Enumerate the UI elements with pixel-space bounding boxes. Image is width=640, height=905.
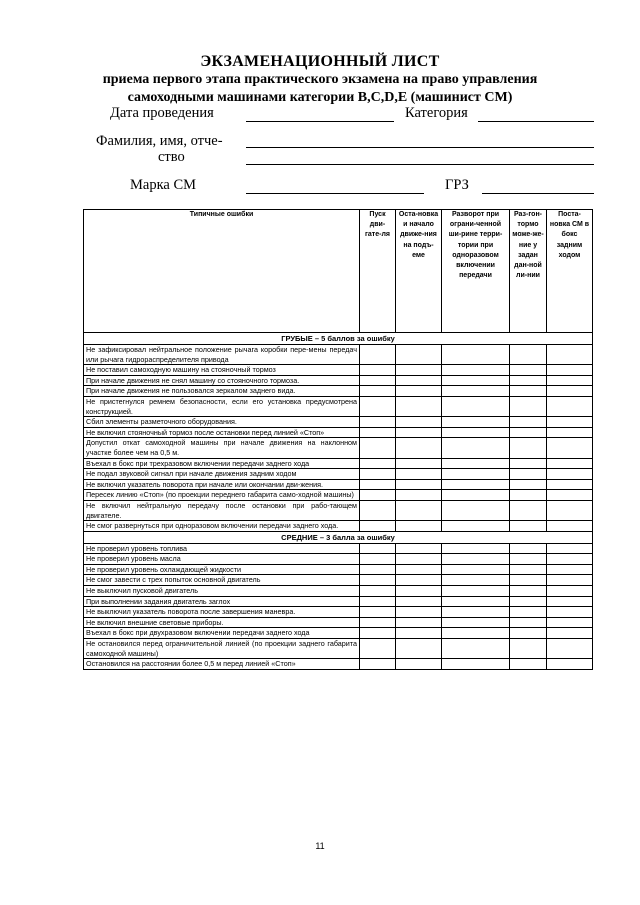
- mark-cell[interactable]: [510, 345, 547, 365]
- name-label-line-1: Фамилия, имя, отче-: [96, 133, 223, 149]
- table-row: [84, 345, 593, 365]
- mark-cell[interactable]: [396, 438, 442, 458]
- mark-cell[interactable]: [360, 617, 396, 628]
- mark-cell[interactable]: [360, 396, 396, 416]
- mark-cell[interactable]: [510, 521, 547, 532]
- mark-cell[interactable]: [360, 427, 396, 438]
- mark-cell[interactable]: [360, 345, 396, 365]
- section-row: [84, 333, 593, 345]
- brand-field-line[interactable]: [246, 193, 424, 194]
- mark-cell[interactable]: [510, 469, 547, 480]
- header-u-turn: Разворот при ограни-ченной ши-рине терри-тории при одноразовом включении передачи: [442, 210, 510, 333]
- mark-cell[interactable]: [510, 586, 547, 597]
- table-row: [84, 596, 593, 607]
- mark-cell[interactable]: [547, 596, 593, 607]
- mark-cell[interactable]: [396, 639, 442, 659]
- mark-cell[interactable]: [442, 639, 510, 659]
- mark-cell[interactable]: [442, 500, 510, 520]
- error-description: Не смог завести с трех попыток основной двигатель: [84, 575, 360, 586]
- mark-cell[interactable]: [510, 564, 547, 575]
- mark-cell[interactable]: [396, 479, 442, 490]
- mark-cell[interactable]: [442, 564, 510, 575]
- mark-cell[interactable]: [510, 500, 547, 520]
- mark-cell[interactable]: [360, 543, 396, 554]
- mark-cell[interactable]: [510, 554, 547, 565]
- table-row: [84, 396, 593, 416]
- mark-cell[interactable]: [360, 521, 396, 532]
- error-description: Не смог развернуться при одноразовом включении передачи заднего хода.: [84, 521, 360, 532]
- category-label: Категория: [405, 105, 468, 121]
- table-row: [84, 427, 593, 438]
- mark-cell[interactable]: [396, 521, 442, 532]
- mark-cell[interactable]: [360, 417, 396, 428]
- mark-cell[interactable]: [442, 490, 510, 501]
- mark-cell[interactable]: [510, 575, 547, 586]
- category-field-line[interactable]: [478, 121, 594, 122]
- mark-cell[interactable]: [360, 386, 396, 397]
- date-label: Дата проведения: [110, 105, 214, 121]
- mark-cell[interactable]: [547, 375, 593, 386]
- errors-table: [83, 209, 593, 670]
- mark-cell[interactable]: [442, 427, 510, 438]
- mark-cell[interactable]: [547, 628, 593, 639]
- section-row: [84, 531, 593, 543]
- error-description: Не проверил уровень топлива: [84, 543, 360, 554]
- mark-cell[interactable]: [396, 427, 442, 438]
- mark-cell[interactable]: [510, 639, 547, 659]
- error-description: Не выключил пусковой двигатель: [84, 586, 360, 597]
- mark-cell[interactable]: [510, 438, 547, 458]
- mark-cell[interactable]: [396, 386, 442, 397]
- error-description: Не остановился перед ограничительной линией (по проекции заднего габарита самоходной машины): [84, 639, 360, 659]
- mark-cell[interactable]: [360, 469, 396, 480]
- mark-cell[interactable]: [547, 427, 593, 438]
- error-description: Не включил стояночный тормоз после остановки перед линией «Стоп»: [84, 427, 360, 438]
- table-row: [84, 521, 593, 532]
- error-description: Пересек линию «Стоп» (по проекции переднего габарита само-ходной машины): [84, 490, 360, 501]
- error-description: Не включил внешние световые приборы.: [84, 617, 360, 628]
- mark-cell[interactable]: [396, 607, 442, 618]
- mark-cell[interactable]: [510, 479, 547, 490]
- table-row: [84, 617, 593, 628]
- error-description: Не включил нейтральную передачу после остановки при рабо-тающем двигателе.: [84, 500, 360, 520]
- mark-cell[interactable]: [360, 564, 396, 575]
- error-description: Въехал в бокс при двухразовом включении передачи заднего хода: [84, 628, 360, 639]
- mark-cell[interactable]: [547, 469, 593, 480]
- mark-cell[interactable]: [547, 521, 593, 532]
- error-description: Не зафиксировал нейтральное положение рычага коробки пере-мены передач или рычага гидрораспределителя привода: [84, 345, 360, 365]
- table-row: [84, 469, 593, 480]
- mark-cell[interactable]: [360, 586, 396, 597]
- header-engine-start: Пуск дви-гате-ля: [360, 210, 396, 333]
- mark-cell[interactable]: [510, 427, 547, 438]
- mark-cell[interactable]: [442, 386, 510, 397]
- mark-cell[interactable]: [442, 554, 510, 565]
- table-row: [84, 490, 593, 501]
- name-label-line-2: ство: [158, 149, 185, 165]
- mark-cell[interactable]: [510, 628, 547, 639]
- table-row: [84, 479, 593, 490]
- mark-cell[interactable]: [510, 458, 547, 469]
- mark-cell[interactable]: [360, 438, 396, 458]
- mark-cell[interactable]: [442, 596, 510, 607]
- header-typical-errors: Типичные ошибки: [84, 210, 360, 333]
- section-title: ГРУБЫЕ – 5 баллов за ошибку: [84, 333, 593, 345]
- table-row: [84, 564, 593, 575]
- table-row: [84, 543, 593, 554]
- mark-cell[interactable]: [442, 365, 510, 376]
- mark-cell[interactable]: [547, 417, 593, 428]
- error-description: Не поставил самоходную машину на стояночный тормоз: [84, 365, 360, 376]
- table-row: [84, 500, 593, 520]
- mark-cell[interactable]: [442, 586, 510, 597]
- date-field-line[interactable]: [246, 121, 394, 122]
- mark-cell[interactable]: [442, 479, 510, 490]
- mark-cell[interactable]: [360, 628, 396, 639]
- mark-cell[interactable]: [360, 596, 396, 607]
- name-field-line-2[interactable]: [246, 164, 594, 165]
- table-row: [84, 586, 593, 597]
- mark-cell[interactable]: [547, 490, 593, 501]
- mark-cell[interactable]: [396, 586, 442, 597]
- mark-cell[interactable]: [360, 607, 396, 618]
- error-description: Не включил указатель поворота при начале или окончании дви-жения.: [84, 479, 360, 490]
- mark-cell[interactable]: [396, 617, 442, 628]
- table-row: [84, 365, 593, 376]
- mark-cell[interactable]: [510, 365, 547, 376]
- mark-cell[interactable]: [396, 365, 442, 376]
- error-description: Допустил откат самоходной машины при начале движения на наклонном участке более чем на 0,5 м.: [84, 438, 360, 458]
- error-description: Не проверил уровень охлаждающей жидкости: [84, 564, 360, 575]
- mark-cell[interactable]: [442, 469, 510, 480]
- error-description: Въехал в бокс при трехразовом включении передачи заднего хода: [84, 458, 360, 469]
- mark-cell[interactable]: [547, 617, 593, 628]
- mark-cell[interactable]: [360, 458, 396, 469]
- mark-cell[interactable]: [442, 543, 510, 554]
- mark-cell[interactable]: [396, 554, 442, 565]
- mark-cell[interactable]: [510, 617, 547, 628]
- table-row: [84, 554, 593, 565]
- mark-cell[interactable]: [442, 607, 510, 618]
- mark-cell[interactable]: [442, 617, 510, 628]
- mark-cell[interactable]: [396, 596, 442, 607]
- table-row: [84, 375, 593, 386]
- header-reverse-parking: Поста-новка СМ в бокс задним ходом: [547, 210, 593, 333]
- mark-cell[interactable]: [547, 386, 593, 397]
- mark-cell[interactable]: [547, 365, 593, 376]
- mark-cell[interactable]: [396, 469, 442, 480]
- table-row: [84, 607, 593, 618]
- error-description: Не выключил указатель поворота после завершения маневра.: [84, 607, 360, 618]
- mark-cell[interactable]: [547, 607, 593, 618]
- table-header-row: [84, 210, 593, 333]
- mark-cell[interactable]: [510, 607, 547, 618]
- subtitle-line-2: самоходными машинами категории B,C,D,E (машинист СМ): [127, 90, 513, 105]
- error-description: При начале движения не пользовался зеркалом заднего вида.: [84, 386, 360, 397]
- mark-cell[interactable]: [547, 345, 593, 365]
- mark-cell[interactable]: [442, 575, 510, 586]
- table-row: [84, 639, 593, 659]
- mark-cell[interactable]: [510, 490, 547, 501]
- mark-cell[interactable]: [442, 659, 510, 670]
- error-description: При начале движения не снял машину со стояночного тормоза.: [84, 375, 360, 386]
- mark-cell[interactable]: [547, 575, 593, 586]
- table-row: [84, 386, 593, 397]
- mark-cell[interactable]: [547, 554, 593, 565]
- mark-cell[interactable]: [547, 659, 593, 670]
- mark-cell[interactable]: [510, 659, 547, 670]
- mark-cell[interactable]: [396, 564, 442, 575]
- table-row: [84, 417, 593, 428]
- error-description: Остановился на расстоянии более 0,5 м перед линией «Стоп»: [84, 659, 360, 670]
- mark-cell[interactable]: [510, 543, 547, 554]
- name-field-line-1[interactable]: [246, 147, 594, 148]
- mark-cell[interactable]: [547, 458, 593, 469]
- mark-cell[interactable]: [360, 575, 396, 586]
- mark-cell[interactable]: [510, 596, 547, 607]
- brand-label: Марка СМ: [130, 177, 197, 193]
- mark-cell[interactable]: [360, 500, 396, 520]
- mark-cell[interactable]: [547, 500, 593, 520]
- mark-cell[interactable]: [442, 417, 510, 428]
- mark-cell[interactable]: [396, 490, 442, 501]
- table-row: [84, 438, 593, 458]
- mark-cell[interactable]: [396, 575, 442, 586]
- mark-cell[interactable]: [547, 564, 593, 575]
- error-description: Сбил элементы разметочного оборудования.: [84, 417, 360, 428]
- title: ЭКЗАМЕНАЦИОННЫЙ ЛИСТ: [200, 53, 440, 70]
- mark-cell[interactable]: [442, 375, 510, 386]
- page-number: 11: [315, 841, 325, 851]
- mark-cell[interactable]: [396, 375, 442, 386]
- mark-cell[interactable]: [442, 396, 510, 416]
- mark-cell[interactable]: [442, 458, 510, 469]
- mark-cell[interactable]: [547, 543, 593, 554]
- mark-cell[interactable]: [396, 458, 442, 469]
- mark-cell[interactable]: [396, 345, 442, 365]
- header-braking: Раз-гон-тормо може-же-ние у задан дан-ной ли-нии: [510, 210, 547, 333]
- mark-cell[interactable]: [360, 365, 396, 376]
- mark-cell[interactable]: [360, 375, 396, 386]
- mark-cell[interactable]: [510, 417, 547, 428]
- mark-cell[interactable]: [396, 417, 442, 428]
- mark-cell[interactable]: [360, 639, 396, 659]
- mark-cell[interactable]: [360, 479, 396, 490]
- table-row: [84, 458, 593, 469]
- subtitle-line-1: приема первого этапа практического экзамена на право управления: [102, 72, 538, 87]
- mark-cell[interactable]: [360, 490, 396, 501]
- mark-cell[interactable]: [396, 396, 442, 416]
- table-row: [84, 659, 593, 670]
- subtitle: [0, 71, 640, 107]
- mark-cell[interactable]: [547, 479, 593, 490]
- section-title: СРЕДНИЕ – 3 балла за ошибку: [84, 531, 593, 543]
- error-description: Не подал звуковой сигнал при начале движения задним ходом: [84, 469, 360, 480]
- mark-cell[interactable]: [547, 396, 593, 416]
- mark-cell[interactable]: [547, 639, 593, 659]
- mark-cell[interactable]: [396, 543, 442, 554]
- mark-cell[interactable]: [547, 586, 593, 597]
- mark-cell[interactable]: [510, 396, 547, 416]
- error-description: Не пристегнулся ремнем безопасности, если его установка предусмотрена конструкцией.: [84, 396, 360, 416]
- grz-label: ГРЗ: [445, 177, 469, 193]
- error-description: При выполнении задания двигатель заглох: [84, 596, 360, 607]
- mark-cell[interactable]: [396, 500, 442, 520]
- mark-cell[interactable]: [510, 386, 547, 397]
- mark-cell[interactable]: [510, 375, 547, 386]
- grz-field-line[interactable]: [482, 193, 594, 194]
- mark-cell[interactable]: [442, 628, 510, 639]
- mark-cell[interactable]: [442, 345, 510, 365]
- mark-cell[interactable]: [442, 521, 510, 532]
- mark-cell[interactable]: [396, 659, 442, 670]
- header-stop-on-slope: Оста-новка и начало движе-ния на подъ-еме: [396, 210, 442, 333]
- table-row: [84, 628, 593, 639]
- mark-cell[interactable]: [547, 438, 593, 458]
- table-row: [84, 575, 593, 586]
- error-description: Не проверил уровень масла: [84, 554, 360, 565]
- mark-cell[interactable]: [360, 554, 396, 565]
- mark-cell[interactable]: [360, 659, 396, 670]
- mark-cell[interactable]: [396, 628, 442, 639]
- mark-cell[interactable]: [442, 438, 510, 458]
